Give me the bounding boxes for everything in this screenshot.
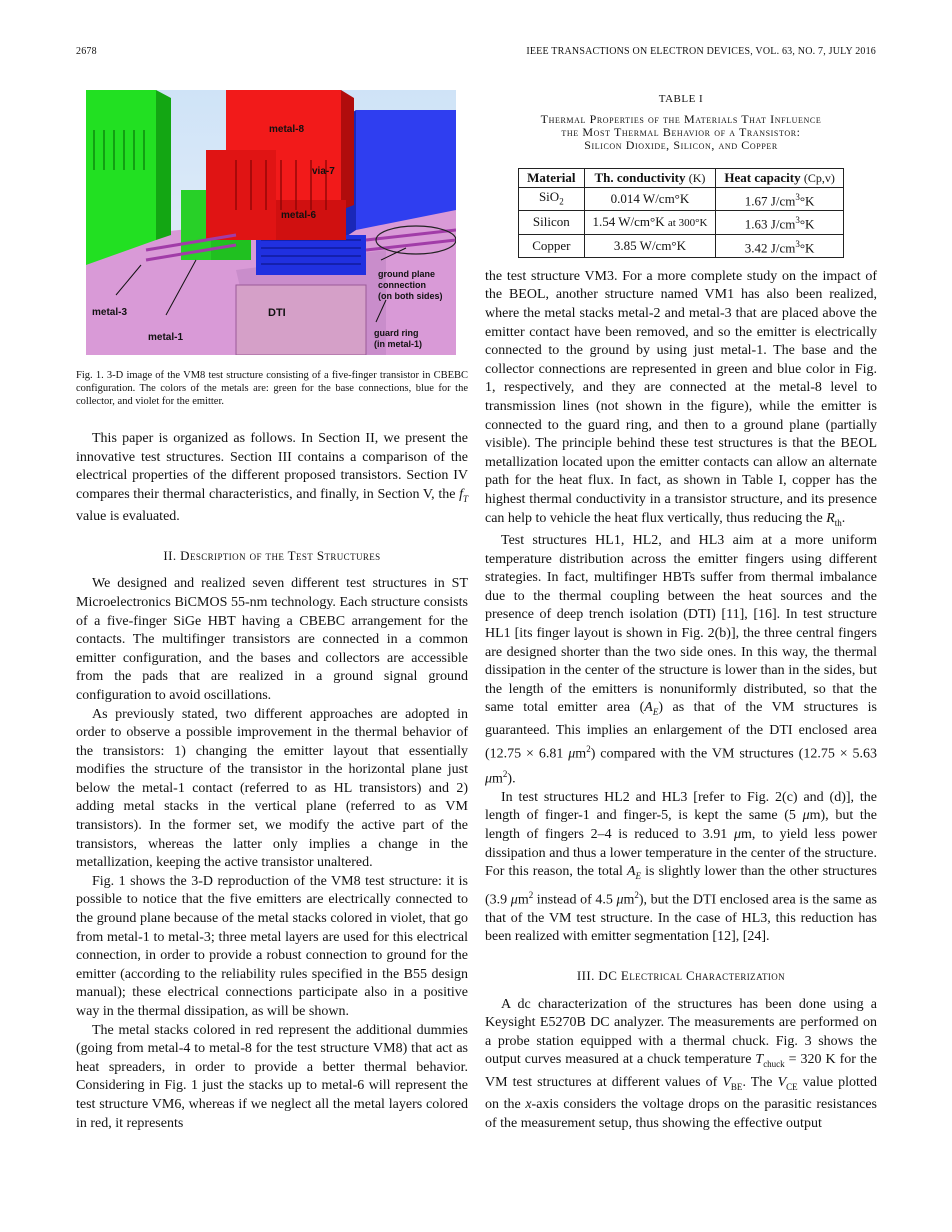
k-value: 1.54 W/cm°K	[592, 213, 665, 229]
figure-1	[86, 90, 456, 355]
table-row	[519, 187, 844, 211]
journal-title: IEEE TRANSACTIONS ON ELECTRON DEVICES, VOL. 63, NO. 7, JULY 2016	[526, 46, 876, 57]
p4-text-a: A dc characterization of the structures has been done using a Keysight E5270B DC analyzer. The measurements are performed on a probe station equipped with a thermal chuck. Fig. 3 shows the output curves measured at a chuck temperature	[485, 996, 877, 1068]
header-heat-capacity-label: Heat capacity	[724, 169, 801, 185]
cp-exponent: 3	[795, 215, 800, 226]
p3-text-a: In test structures HL2 and HL3 [refer to Fig. 2(c) and (d)], the length of finger-1 and finger-5, is kept the same (5	[485, 789, 877, 824]
label-guard-ring-2: (in metal-1)	[374, 339, 423, 349]
label-guard-ring-1: guard ring	[374, 328, 419, 338]
ft-symbol: f	[459, 486, 463, 502]
right-paragraph-4: A dc characterization of the structures has been done using a Keysight E5270B DC analyzer. The measurements are performed on a probe station equipped with a thermal chuck. Fig. 3 shows the output curves measured at a chuck temperature $T_{chuck} = 320$ K for the VM test structures at different values of $V_{BE}$. The $V_{CE}$ value plotted on the x-axis considers the voltage drops on the parasitic resistances of the measurement setup, thus showing the effective output	[485, 996, 878, 1131]
right-paragraph-3: In test structures HL2 and HL3 [refer to Fig. 2(c) and (d)], the length of finger-1 and finger-5, is kept the same (5 μm), but the length of fingers 2–4 is reduced to 3.91 μm, to yield less power dissipation and thus a lower temperature in the center of the structure. For this reason, the total $A_E$ is slightly lower than the other structures (3.9 $\mu m^2$ instead of 4.5 $\mu m^2$), but the DTI enclosed area is the same as that of the VM test structure. In the case of HL3, this reduction has been realized with emitter segmentation [12], [24].	[485, 789, 878, 945]
table-1-label: TABLE I	[658, 93, 704, 105]
right-paragraph-2: Test structures HL1, HL2, and HL3 aim at a more uniform temperature distribution across the emitter fingers using different strategies. In fact, multifinger HBTs suffer from thermal imbalance due to the thermal coupling between the heat sources and the presence of deep trench isolation (DTI) [11], [16]. In test structure HL1 [its finger layout is shown in Fig. 2(b)], the three central fingers are designed shorter than the two side ones. In this way, the thermal dissipation in the center of the structure is lower than in the sides, but the length of the emitters is nonuniformly distributed, so that the same total emitter area $(A_E)$ as that of the VM structures is guaranteed. This implies an enlargement of the DTI enclosed area (12.75 × 6.81 $\mu m^2$) compared with the VM structures (12.75 × 5.63 $\mu m^2$).	[485, 532, 878, 787]
k-note: at 300°K	[667, 216, 708, 229]
label-ground-plane-3: (on both sides)	[378, 291, 443, 301]
cp-exponent: 3	[795, 238, 800, 249]
section-3-heading	[485, 967, 877, 986]
p1-text: the test structure VM3. For a more complete study on the impact of the BEOL, another structure named VM1 has also been realized, where the metal stacks metal-2 and metal-3 that are placed above the emitter contact have been removed, and so the emitter is electrically connected to the ground by using just metal-1. The base and the collector connections are represented in green and blue color in Fig. 1, respectively, and they are connected at the metal-8 level to transmission lines (not shown in the figure), while the emitter is connected to the guard ring, and then to a ground plane (partially visible). The principle behind these test structures is that the BEOL metallization located upon the emitter contacts can allow an alternate path for the heat flux. In fact, as shown in Table I, copper has the highest thermal conductivity in a transistor structure, and its presence can help to vehicle the heat flux vertically, thus reducing the	[485, 268, 877, 526]
p3-text-b: m), but the length of fingers 2–4 is reduced to 3.91	[485, 808, 877, 842]
p2-text-b: ) as that of the VM structures is guaranteed. This implies an enlargement of the DTI enclosed area (12.75 × 6.81	[485, 700, 878, 762]
cp-unit: °K	[799, 239, 815, 255]
table-1-caption-line-3: Silicon Dioxide, Silicon, and Copper	[584, 137, 778, 152]
table-1-caption	[485, 113, 877, 152]
cp-exponent: 3	[795, 191, 800, 202]
table-1-caption-line-1: Thermal Properties of the Materials That Influence	[540, 111, 822, 126]
p3-text-e: instead of 4.5	[533, 892, 617, 908]
label-metal-8: metal-8	[269, 124, 305, 135]
section-2-paragraph-1: We designed and realized seven different test structures in ST Microelectronics BiCMOS 55-nm technology. Each structure consists of a five-finger SiGe HBT having a CBEBC arrangement for the contacts. The multifinger transistors are connected in a common emitter configuration, and the bases and collectors are accessible from the pads that are realized in a ground signal ground configuration to avoid oscillations.	[76, 576, 468, 703]
cell-heat-capacity	[716, 187, 843, 211]
intro-text: This paper is organized as follows. In Section II, we present the innovative test structures. Section III contains a comparison of the electrical properties of the different proposed transistors. Section IV compares their thermal characteristics, and finally, in Section V, the	[76, 431, 468, 502]
cell-heat-capacity	[716, 234, 843, 257]
section-3-title: Electrical Characterization	[620, 967, 786, 983]
p4-text-b: = 320 K for the VM test structures at different values of	[485, 1052, 877, 1090]
label-ground-plane-2: connection	[378, 280, 427, 290]
p3-text-c: m, to yield less power dissipation and thus a lower temperature in the center of the structure. For this reason, the total	[485, 826, 878, 880]
section-3-number: III. DC	[576, 967, 621, 983]
cell-material: Silicon	[519, 211, 584, 234]
thermal-properties-table	[518, 168, 844, 258]
vm8-3d-render	[86, 90, 456, 355]
label-metal-6: metal-6	[281, 210, 317, 221]
header-heat-capacity-unit: (Cp,v)	[803, 170, 835, 185]
label-dti: DTI	[268, 307, 286, 319]
cell-material	[519, 187, 584, 211]
cell-conductivity: 0.014 W/cm°K	[584, 187, 716, 211]
cell-conductivity: 3.85 W/cm°K	[584, 234, 716, 257]
rth-symbol: R	[826, 510, 835, 526]
material-name: SiO	[538, 188, 560, 204]
cp-unit: °K	[799, 216, 815, 232]
section-2-title: Description of the Test Structures	[180, 547, 381, 563]
table-row	[519, 234, 844, 257]
p4-text-d: value plotted on the	[485, 1074, 878, 1113]
section-2-paragraph-4: The metal stacks colored in red represent the additional dummies (going from metal-4 to metal-8 for the test structure VM8) that act as heat spreaders, in order to provide a better thermal behavior. Considering in Fig. 1 just the stacks up to metal-6 will represent the test structure VM6, whereas if we neglect all the metal layers colored in red, it represents	[76, 1022, 468, 1131]
p2-text-c: ) compared with the VM structures (12.75 × 5.63	[590, 746, 878, 762]
ft-subscript: T	[463, 493, 469, 504]
cp-unit: °K	[799, 193, 815, 209]
cp-value: 1.67 J/cm	[744, 193, 796, 209]
table-1-caption-line-2: the Most Thermal Behavior of a Transistor:	[561, 124, 801, 139]
section-2-paragraph-2: As previously stated, two different approaches are adopted in order to observe a possible improvement in the thermal behavior of the transistors: 1) changing the emitter layout that essentially modifies the structure of the transistor in the horizontal plane just below the metal-1 contact (referred to as HL transistors) and 2) adding metal stacks in the vertical plane (referred to as VM transistors). In the former set, we modify the active part of the transistors, whereas the latter only implies a change in the metallization, keeping the active transistor unaltered.	[76, 706, 468, 871]
table-header-row	[519, 168, 844, 187]
header-conductivity	[584, 168, 716, 187]
cp-value: 1.63 J/cm	[744, 216, 796, 232]
table-1	[485, 90, 877, 258]
left-column	[76, 90, 468, 1133]
header-heat-capacity	[716, 168, 843, 187]
right-paragraph-1: the test structure VM3. For a more complete study on the impact of the BEOL, another structure named VM1 has also been realized, where the metal stacks metal-2 and metal-3 that are placed above the emitter contact have been removed, and so the emitter is electrically connected to the ground by using just metal-1. The base and the collector connections are represented in green and blue color in Fig. 1, respectively, and they are connected at the metal-8 level to transmission lines (not shown in the figure), while the emitter is connected to the guard ring, and then to a ground plane (partially visible). The principle behind these test structures is that the BEOL metallization located upon the emitter contacts can allow an alternate path for the heat flux. In fact, as shown in Table I, copper has the highest thermal conductivity in a transistor structure, and its presence can help to vehicle the heat flux vertically, thus reducing the $R_{th}$.	[485, 268, 877, 528]
intro-end: value is evaluated.	[76, 509, 180, 525]
label-metal-3: metal-3	[92, 307, 128, 318]
header-conductivity-unit: (K)	[688, 170, 706, 185]
label-ground-plane-1: ground plane	[378, 269, 435, 279]
label-via-7: via-7	[312, 166, 335, 177]
p2-text-d: ).	[507, 771, 516, 787]
section-2-heading	[76, 547, 468, 566]
label-metal-1: metal-1	[148, 332, 184, 343]
material-subscript: 2	[559, 196, 564, 207]
p2-text-a: Test structures HL1, HL2, and HL3 aim at a more uniform temperature distribution across the emitter fingers using different strategies. In fact, multifinger HBTs suffer from thermal imbalance due to the thermal coupling between the heat sources and the presence of deep trench isolation (DTI) [11], [16]. In test structure HL1 [its finger layout is shown in Fig. 2(b)], the three central fingers are designed shorter than the two side ones. In this way, the thermal dissipation in the center of the structure is lower than in the sides, but the length of the emitters is nonuniformly distributed, so that the same total emitter area (	[485, 532, 877, 716]
cell-conductivity	[584, 211, 716, 234]
p3-text-f: ), but the DTI enclosed area is the same as that of the VM test structure. In the case of HL3, this reduction has been realized with emitter segmentation [12], [24].	[485, 892, 877, 945]
page-number: 2678	[76, 46, 97, 57]
table-row	[519, 211, 844, 234]
section-2-number: II.	[163, 547, 181, 563]
p4-text-c: . The	[742, 1074, 778, 1090]
intro-paragraph	[76, 430, 468, 527]
section-2-paragraph-3: Fig. 1 shows the 3-D reproduction of the VM8 test structure: it is possible to notice that the five emitters are electrically connected to the ground plane because of the metal stacks colored in violet, that go from metal-1 to metal-3; three metal layers are used for this electrical connection, in order to provide a robust connection to ground for the emitter (according to the reliability rules specified in the B55 design manual); these electrical connections participate also in a positive way in the thermal dissipation, as will be shown.	[76, 873, 468, 1020]
p3-text-d: is slightly lower than the other structures (3.9	[485, 864, 878, 908]
figure-1-caption: Fig. 1. 3-D image of the VM8 test structure consisting of a five-finger transistor in CBEBC configuration. The colors of the metals are: green for the base connections, blue for the collector, and violet for the emitter.	[76, 370, 468, 407]
cp-value: 3.42 J/cm	[744, 239, 796, 255]
header-conductivity-label: Th. conductivity	[594, 169, 686, 185]
header-material: Material	[519, 168, 584, 187]
cell-material: Copper	[519, 234, 584, 257]
p4-text-e: -axis considers the voltage drops on the parasitic resistances of the measurement setup, thus showing the effective output	[485, 1097, 877, 1131]
rth-subscript: th	[834, 517, 842, 528]
right-column	[485, 90, 877, 1133]
cell-heat-capacity	[716, 211, 843, 234]
